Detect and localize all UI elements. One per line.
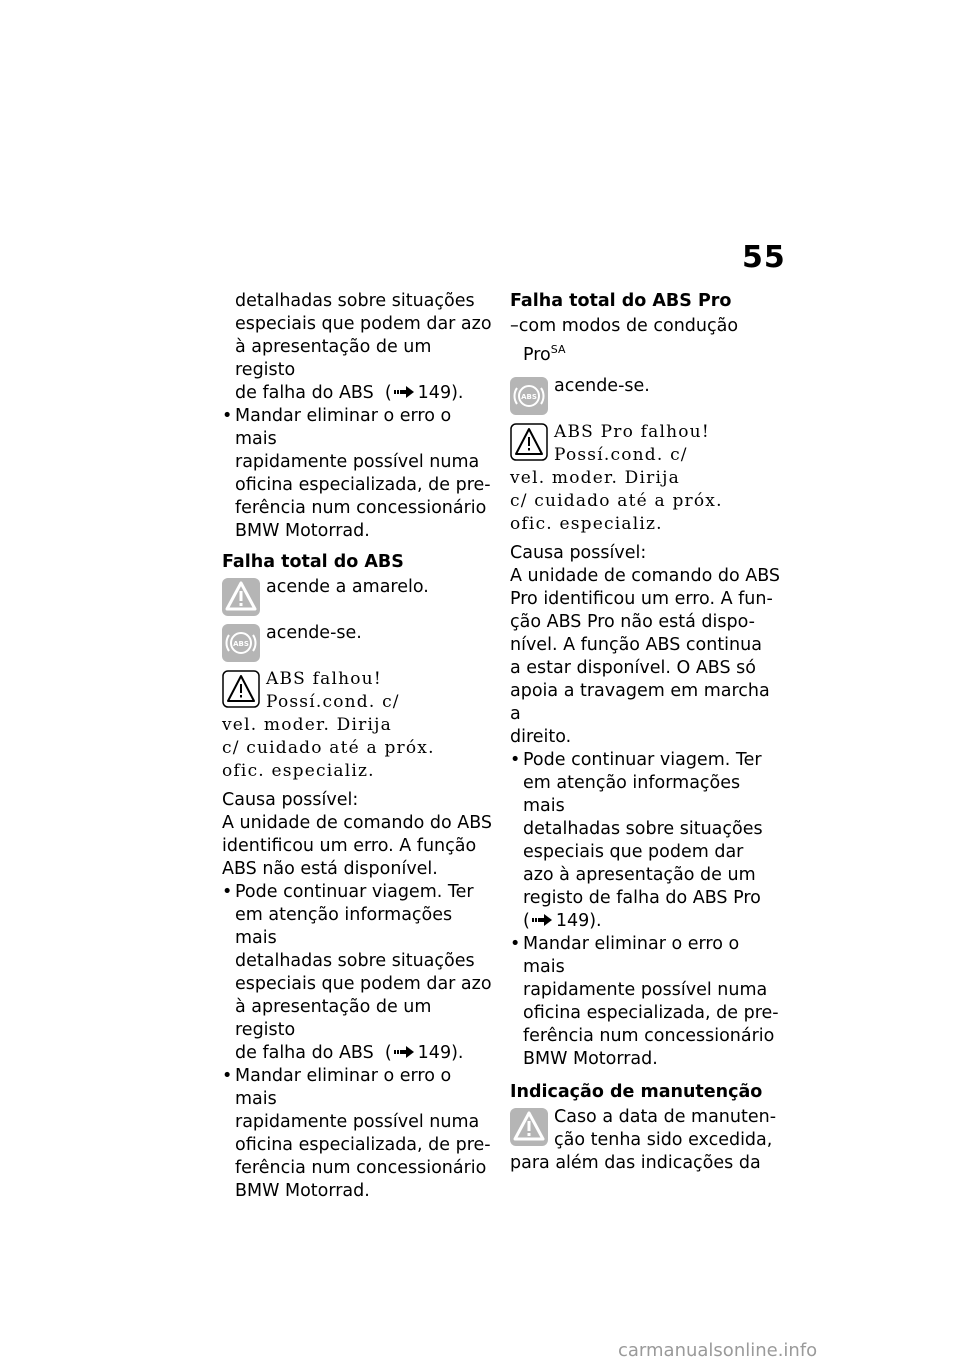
ref-text: de falha do ABS bbox=[235, 383, 374, 403]
cause-label: Causa possível: bbox=[222, 790, 359, 810]
text-line: rapidamente possível numa bbox=[235, 1112, 480, 1132]
abs-lamp-icon bbox=[510, 377, 548, 415]
text-line: identificou um erro. A função bbox=[222, 836, 477, 856]
text-line: A unidade de comando do ABS bbox=[510, 565, 781, 586]
svg-text:ABS: ABS bbox=[233, 640, 249, 648]
section-heading: Indicação de manutenção bbox=[510, 1081, 763, 1102]
text-line: ção ABS Pro não está dispo- bbox=[510, 611, 755, 632]
display-message bbox=[510, 421, 782, 536]
text-line: especiais que podem dar azo bbox=[235, 974, 492, 994]
warning-triangle-outline-icon bbox=[222, 670, 260, 708]
message-line: ABS Pro falhou! bbox=[554, 421, 710, 442]
message-line: vel. moder. Dirija bbox=[222, 715, 392, 735]
indicator-row bbox=[222, 622, 494, 662]
page-ref: 149). bbox=[555, 910, 602, 931]
text-line: para além das indicações da bbox=[510, 1152, 761, 1173]
bullet-dot-icon: • bbox=[222, 882, 233, 902]
text-line: Mandar eliminar o erro o mais bbox=[235, 1066, 452, 1109]
text-line: detalhadas sobre situações bbox=[235, 951, 475, 971]
text-line: A unidade de comando do ABS bbox=[222, 813, 493, 833]
indicator-text: acende-se. bbox=[554, 375, 650, 396]
left-column bbox=[222, 290, 494, 1203]
watermark-logo: carmanualsonline.info bbox=[618, 1340, 818, 1361]
bullet-dot-icon: • bbox=[222, 1066, 233, 1086]
text-line: registo de falha do ABS Pro bbox=[523, 887, 761, 908]
message-line: c/ cuidado até a próx. bbox=[510, 490, 723, 511]
reference-arrow-icon bbox=[532, 910, 554, 933]
bullet-item bbox=[510, 749, 782, 933]
message-line: c/ cuidado até a próx. bbox=[222, 738, 435, 758]
text-line: apoia a travagem em marcha a bbox=[510, 680, 770, 724]
indicator-row bbox=[222, 576, 494, 616]
section-heading: Falha total do ABS bbox=[222, 552, 404, 572]
reference-arrow-icon bbox=[394, 382, 416, 405]
text-line: a estar disponível. O ABS só bbox=[510, 657, 756, 678]
bullet-item bbox=[222, 1065, 494, 1203]
text-line: direito. bbox=[510, 726, 572, 747]
text-line: BMW Motorrad. bbox=[523, 1048, 658, 1069]
display-message bbox=[222, 668, 494, 783]
bullet-dot-icon: • bbox=[510, 749, 521, 770]
abs-lamp-icon bbox=[222, 624, 260, 662]
bullet-item bbox=[222, 405, 494, 543]
continued-text bbox=[222, 290, 494, 405]
text-line: oficina especializada, de pre- bbox=[235, 1135, 491, 1155]
message-line: ABS falhou! bbox=[266, 669, 382, 689]
bullet-dot-icon: • bbox=[510, 933, 521, 954]
text-line: de falha do ABS ( 149). bbox=[235, 383, 464, 403]
indicator-text: acende-se. bbox=[266, 623, 362, 643]
warning-triangle-outline-icon bbox=[510, 423, 548, 461]
special-accessory-mark: SA bbox=[550, 343, 566, 356]
cause-label: Causa possível: bbox=[510, 542, 647, 563]
message-line: ofic. especializ. bbox=[510, 513, 663, 534]
text-line: oficina especializada, de pre- bbox=[523, 1002, 779, 1023]
message-line: ofic. especializ. bbox=[222, 761, 375, 781]
page-ref: 149). bbox=[417, 383, 464, 403]
text-line: rapidamente possível numa bbox=[523, 979, 768, 1000]
text-line: em atenção informações mais bbox=[523, 772, 741, 816]
text-line: ção tenha sido excedida, bbox=[554, 1129, 773, 1150]
bullet-dot-icon: • bbox=[222, 406, 233, 426]
text-line: ferência num concessionário bbox=[235, 1158, 487, 1178]
text-line: Mandar eliminar o erro o mais bbox=[523, 933, 740, 977]
warning-triangle-icon bbox=[510, 1108, 548, 1146]
pro-text: Pro bbox=[523, 344, 551, 365]
text-line: Pode continuar viagem. Ter bbox=[235, 882, 474, 902]
svg-text:ABS: ABS bbox=[521, 392, 537, 401]
indicator-text: acende a amarelo. bbox=[266, 577, 429, 597]
indicator-row bbox=[510, 1106, 782, 1152]
right-column bbox=[510, 290, 782, 1175]
indicator-row bbox=[510, 375, 782, 415]
dash-text: com modos de condução bbox=[518, 316, 739, 336]
text-line: Pro identificou um erro. A fun- bbox=[510, 588, 773, 609]
text-line: à apresentação de um registo bbox=[235, 997, 432, 1040]
message-line: Possí.cond. c/ bbox=[554, 444, 688, 465]
bullet-item bbox=[510, 933, 782, 1071]
text-line: ferência num concessionário bbox=[523, 1025, 775, 1046]
page-number: 55 bbox=[742, 240, 786, 275]
bullet-item bbox=[222, 881, 494, 1065]
text-line: nível. A função ABS continua bbox=[510, 634, 762, 655]
text-line: rapidamente possível numa bbox=[235, 452, 480, 472]
section-heading: Falha total do ABS Pro bbox=[510, 291, 732, 311]
message-line: vel. moder. Dirija bbox=[510, 467, 680, 488]
text-line: ferência num concessionário bbox=[235, 498, 487, 518]
text-line: ABS não está disponível. bbox=[222, 859, 438, 879]
ref-text: de falha do ABS bbox=[235, 1043, 374, 1063]
text-line: especiais que podem dar azo bbox=[235, 314, 492, 334]
text-line: em atenção informações mais bbox=[235, 905, 453, 948]
text-line: especiais que podem dar bbox=[523, 841, 744, 862]
text-line: BMW Motorrad. bbox=[235, 1181, 370, 1201]
text-line: Caso a data de manuten- bbox=[554, 1106, 777, 1127]
text-line: –com modos de condução bbox=[510, 316, 739, 336]
message-line: Possí.cond. c/ bbox=[266, 692, 400, 712]
warning-triangle-icon bbox=[222, 578, 260, 616]
text-line: ( 149). bbox=[523, 910, 602, 931]
text-line: detalhadas sobre situações bbox=[235, 291, 475, 311]
text-line: azo à apresentação de um bbox=[523, 864, 756, 885]
text-line: oficina especializada, de pre- bbox=[235, 475, 491, 495]
text-line: à apresentação de um registo bbox=[235, 337, 432, 380]
reference-arrow-icon bbox=[394, 1042, 416, 1065]
text-line: Mandar eliminar o erro o mais bbox=[235, 406, 452, 449]
text-line: Pode continuar viagem. Ter bbox=[523, 749, 762, 770]
text-line: detalhadas sobre situações bbox=[523, 818, 763, 839]
text-line: de falha do ABS ( 149). bbox=[235, 1043, 464, 1063]
page-ref: 149). bbox=[417, 1043, 464, 1063]
text-line bbox=[510, 338, 782, 367]
text-line: BMW Motorrad. bbox=[235, 521, 370, 541]
